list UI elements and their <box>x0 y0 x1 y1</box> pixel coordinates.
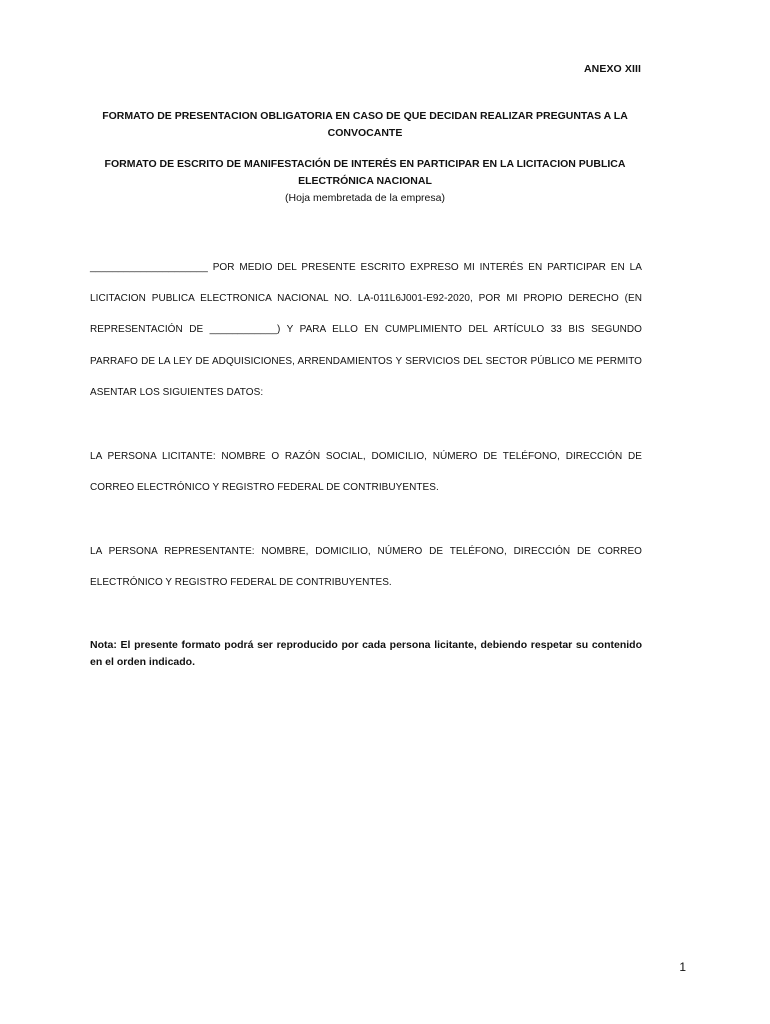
document-subtitle-block <box>90 156 640 207</box>
letterhead-note: (Hoja membretada de la empresa) <box>285 192 445 204</box>
form-title: FORMATO DE ESCRITO DE MANIFESTACIÓN DE INTERÉS EN PARTICIPAR EN LA LICITACION PUBLICA ELECTRÓNICA NACIONAL <box>104 158 626 187</box>
representative-data-paragraph: LA PERSONA REPRESENTANTE: NOMBRE, DOMICILIO, NÚMERO DE TELÉFONO, DIRECCIÓN DE CORREO ELECTRÓNICO Y REGISTRO FEDERAL DE CONTRIBUYENTES. <box>90 546 642 589</box>
note-paragraph: Nota: El presente formato podrá ser reproducido por cada persona licitante, debiendo respetar su contenido en el orden indicado. <box>90 639 642 668</box>
document-title: FORMATO DE PRESENTACION OBLIGATORIA EN CASO DE QUE DECIDAN REALIZAR PREGUNTAS A LA CONVOCANTE <box>102 110 628 139</box>
declaration-paragraph: _____________________ POR MEDIO DEL PRESENTE ESCRITO EXPRESO MI INTERÉS EN PARTICIPAR EN LA LICITACION PUBLICA ELECTRONICA NACIONAL NO. LA-011L6J001-E92-2020, POR MI PROPIO DERECHO (EN REPRESENTACIÓN DE ____________) Y PARA ELLO EN CUMPLIMIENTO DEL ARTÍCULO 33 BIS SEGUNDO PARRAFO DE LA LEY DE ADQUISICIONES, ARRENDAMIENTOS Y SERVICIOS DEL SECTOR PÚBLICO ME PERMITO ASENTAR LOS SIGUIENTES DATOS: <box>90 262 642 398</box>
page-number: 1 <box>679 960 686 974</box>
bidder-data-paragraph: LA PERSONA LICITANTE: NOMBRE O RAZÓN SOCIAL, DOMICILIO, NÚMERO DE TELÉFONO, DIRECCIÓN DE CORREO ELECTRÓNICO Y REGISTRO FEDERAL DE CONTRIBUYENTES. <box>90 451 642 494</box>
annex-label: ANEXO XIII <box>583 63 641 75</box>
